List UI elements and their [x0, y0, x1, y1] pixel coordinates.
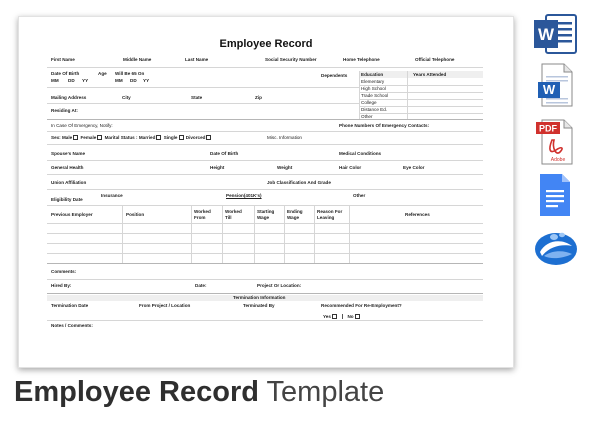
- adobe-label: Adobe: [550, 157, 566, 163]
- col-previous-employer: Previous Employer: [51, 212, 93, 217]
- dob-label: Date Of Birth: [51, 71, 80, 76]
- col-ending-wage: Ending Wage: [287, 209, 303, 220]
- divider: [47, 263, 483, 264]
- pdf-label: PDF: [539, 123, 557, 134]
- page-title-light: Template: [266, 376, 385, 408]
- medical-conditions-label: Medical Conditions: [339, 151, 382, 156]
- divider: [47, 119, 483, 120]
- first-name-label: First Name: [51, 57, 75, 62]
- pdf-adobe-icon[interactable]: [534, 118, 576, 171]
- edu-divider-left: [359, 71, 360, 119]
- dob-mm: MM: [51, 78, 59, 83]
- male-checkbox[interactable]: [73, 135, 78, 140]
- 65-yy: YY: [143, 78, 150, 83]
- job-class-label: Job Classification And Grade: [267, 180, 331, 185]
- openoffice-icon[interactable]: [532, 228, 580, 273]
- other-label: Other: [353, 193, 366, 198]
- google-docs-icon[interactable]: [538, 172, 572, 223]
- edu-other: Other: [361, 114, 373, 119]
- single-label: Single: [163, 135, 178, 140]
- married-checkbox[interactable]: [156, 135, 161, 140]
- divider: [122, 205, 123, 263]
- no-label: No: [347, 314, 354, 319]
- divider: [47, 243, 483, 244]
- from-project-label: From Project / Location: [139, 303, 191, 308]
- divider: [222, 205, 223, 263]
- divider: [47, 160, 483, 161]
- termination-info-label: Termination Information: [233, 295, 286, 300]
- divider: [359, 113, 483, 114]
- divider: [359, 106, 483, 107]
- form-title: Employee Record: [219, 38, 313, 50]
- divider: [47, 293, 483, 294]
- divider: [359, 85, 483, 86]
- edu-high-school: High School: [361, 86, 386, 91]
- no-checkbox[interactable]: [355, 314, 360, 319]
- marital-married-label: Marital Status : Married: [104, 135, 156, 140]
- union-affiliation-label: Union Affiliation: [51, 180, 87, 185]
- divider: [349, 205, 350, 263]
- zip-label: Zip: [255, 95, 262, 100]
- word-doc-icon[interactable]: [536, 62, 576, 113]
- sex-male-label: Sex: Male: [51, 135, 73, 140]
- ssn-label: Social Security Number: [265, 57, 317, 62]
- svg-text:W: W: [537, 25, 555, 44]
- spouse-name-label: Spouse's Name: [51, 151, 86, 156]
- eye-color-label: Eye Color: [403, 165, 425, 170]
- col-worked-till: Worked Till: [225, 209, 242, 220]
- years-attended-label: Years Attended: [413, 72, 447, 77]
- weight-label: Weight: [277, 165, 293, 170]
- 65-dd: DD: [130, 78, 137, 83]
- pension-label: Pension(401K's): [226, 193, 262, 198]
- hired-date-label: Date:: [195, 283, 207, 288]
- mailing-address-label: Mailing Address: [51, 95, 87, 100]
- divider: [47, 320, 483, 321]
- word-icon[interactable]: [532, 12, 578, 61]
- dependents-label: Dependents: [321, 73, 348, 78]
- col-position: Position: [126, 212, 145, 217]
- residing-at-label: Residing At:: [51, 108, 78, 113]
- dob-yy: YY: [82, 78, 89, 83]
- termination-date-label: Termination Date: [51, 303, 89, 308]
- education-label: Education: [361, 72, 384, 77]
- divorced-label: Divorced: [185, 135, 206, 140]
- divider: [359, 99, 483, 100]
- hired-by-label: Hired By:: [51, 283, 72, 288]
- sex-marital-row: [51, 135, 212, 141]
- general-health-label: General Health: [51, 165, 84, 170]
- divider: [284, 205, 285, 263]
- city-label: City: [122, 95, 131, 100]
- divider: [254, 205, 255, 263]
- svg-text:W: W: [542, 82, 556, 97]
- divider: [47, 253, 483, 254]
- edu-distance: Distance Ed.: [361, 107, 388, 112]
- divider: [47, 279, 483, 280]
- page-title: [14, 376, 384, 409]
- eligibility-date-label: Eligibility Date: [51, 197, 83, 202]
- page-title-bold: Employee Record: [14, 376, 259, 408]
- edu-divider: [407, 71, 408, 119]
- divider: [47, 233, 483, 234]
- divider: [47, 144, 483, 145]
- will-be-65-label: Will Be 65 On: [115, 71, 145, 76]
- divorced-checkbox[interactable]: [206, 135, 211, 140]
- female-checkbox[interactable]: [97, 135, 102, 140]
- edu-college: College: [361, 100, 377, 105]
- dob-dd: DD: [68, 78, 75, 83]
- height-label: Height: [210, 165, 225, 170]
- terminated-by-label: Terminated By: [243, 303, 275, 308]
- col-worked-from: Worked From: [194, 209, 211, 220]
- comments-label: Comments:: [51, 269, 77, 274]
- middle-name-label: Middle Name: [123, 57, 152, 62]
- hair-color-label: Hair Color: [339, 165, 362, 170]
- emergency-label: In Case Of Emergency, Notify:: [51, 123, 113, 128]
- divider: [191, 205, 192, 263]
- sex-female-label: Female: [80, 135, 97, 140]
- col-references: References: [405, 212, 430, 217]
- col-reason-leaving: Reason For Leaving: [317, 209, 343, 220]
- divider: [359, 92, 483, 93]
- divider: [342, 314, 343, 319]
- yes-checkbox[interactable]: [332, 314, 337, 319]
- 65-mm: MM: [115, 78, 123, 83]
- emergency-phones-label: Phone Numbers Of Emergency Contacts:: [339, 123, 430, 128]
- divider: [47, 205, 483, 206]
- edu-elementary: Elementary: [361, 79, 385, 84]
- divider: [47, 189, 483, 190]
- divider: [47, 223, 483, 224]
- yes-label: Yes: [323, 314, 331, 319]
- divider: [314, 205, 315, 263]
- project-location-label: Project Or Location:: [257, 283, 302, 288]
- state-label: State: [191, 95, 203, 100]
- misc-info-label: Misc. Information: [267, 135, 302, 140]
- official-telephone-label: Official Telephone: [415, 57, 455, 62]
- home-telephone-label: Home Telephone: [343, 57, 380, 62]
- divider: [47, 174, 483, 175]
- spouse-dob-label: Date Of Birth: [210, 151, 239, 156]
- age-label: Age: [98, 71, 107, 76]
- col-starting-wage: Starting Wage: [257, 209, 275, 220]
- divider: [47, 131, 483, 132]
- insurance-label: Insurance: [101, 193, 123, 198]
- employee-record-form: [18, 16, 514, 368]
- edu-trade-school: Trade School: [361, 93, 389, 98]
- divider: [47, 67, 483, 68]
- divider: [47, 87, 359, 88]
- last-name-label: Last Name: [185, 57, 209, 62]
- single-checkbox[interactable]: [179, 135, 184, 140]
- notes-comments-label: Notes / Comments:: [51, 323, 93, 328]
- divider: [47, 103, 359, 104]
- rehire-label: Recommended For Re-Employment?: [321, 303, 402, 308]
